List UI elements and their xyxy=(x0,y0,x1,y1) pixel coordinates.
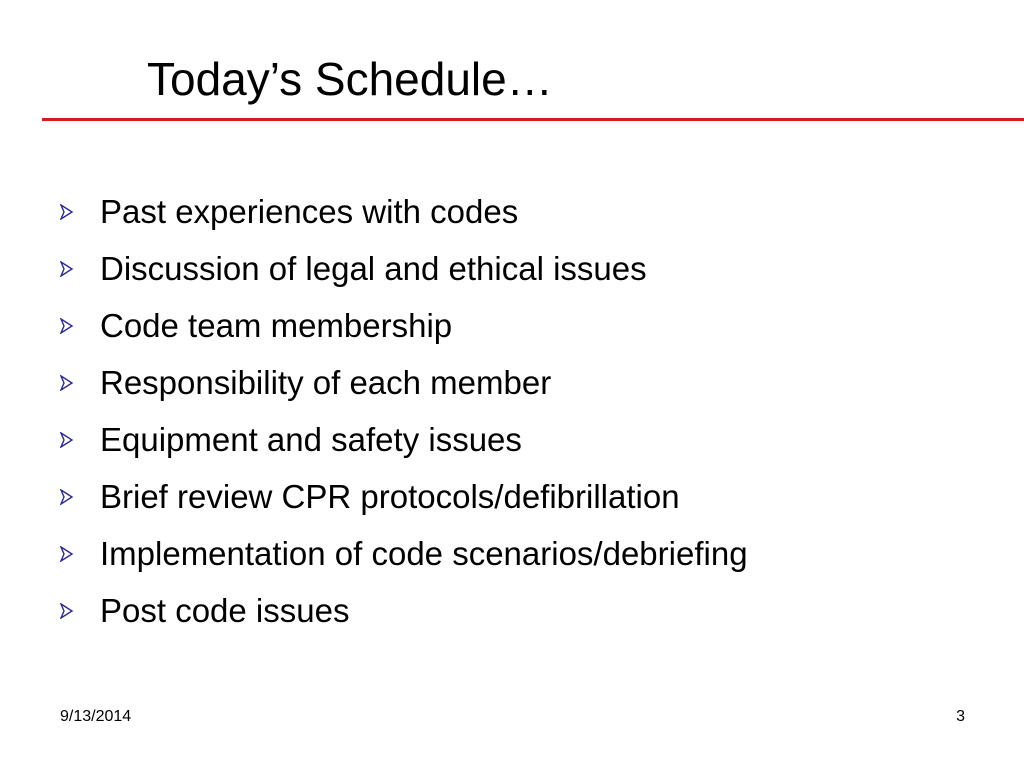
chevron-right-icon xyxy=(60,590,100,619)
list-item xyxy=(60,476,748,533)
list-item xyxy=(60,419,748,476)
list-item xyxy=(60,191,748,248)
bullet-text: Discussion of legal and ethical issues xyxy=(100,250,647,287)
bullet-text: Past experiences with codes xyxy=(100,193,519,230)
list-item xyxy=(60,590,748,647)
list-item xyxy=(60,362,748,419)
chevron-right-icon xyxy=(60,191,100,220)
page-number: 3 xyxy=(956,708,965,725)
bullet-text: Post code issues xyxy=(100,592,350,629)
list-item xyxy=(60,248,748,305)
bullet-text: Equipment and safety issues xyxy=(100,421,522,458)
chevron-right-icon xyxy=(60,533,100,562)
list-item xyxy=(60,305,748,362)
bullet-text: Implementation of code scenarios/debriefing xyxy=(100,535,748,572)
bullet-list xyxy=(60,191,748,647)
chevron-right-icon xyxy=(60,362,100,391)
bullet-text: Responsibility of each member xyxy=(100,364,552,401)
chevron-right-icon xyxy=(60,305,100,334)
footer-date: 9/13/2014 xyxy=(60,708,132,725)
slide-title: Today’s Schedule… xyxy=(147,53,553,105)
chevron-right-icon xyxy=(60,248,100,277)
chevron-right-icon xyxy=(60,419,100,448)
list-item xyxy=(60,533,748,590)
chevron-right-icon xyxy=(60,476,100,505)
bullet-text: Code team membership xyxy=(100,307,453,344)
bullet-text: Brief review CPR protocols/defibrillation xyxy=(100,478,680,515)
title-divider xyxy=(42,118,1024,121)
